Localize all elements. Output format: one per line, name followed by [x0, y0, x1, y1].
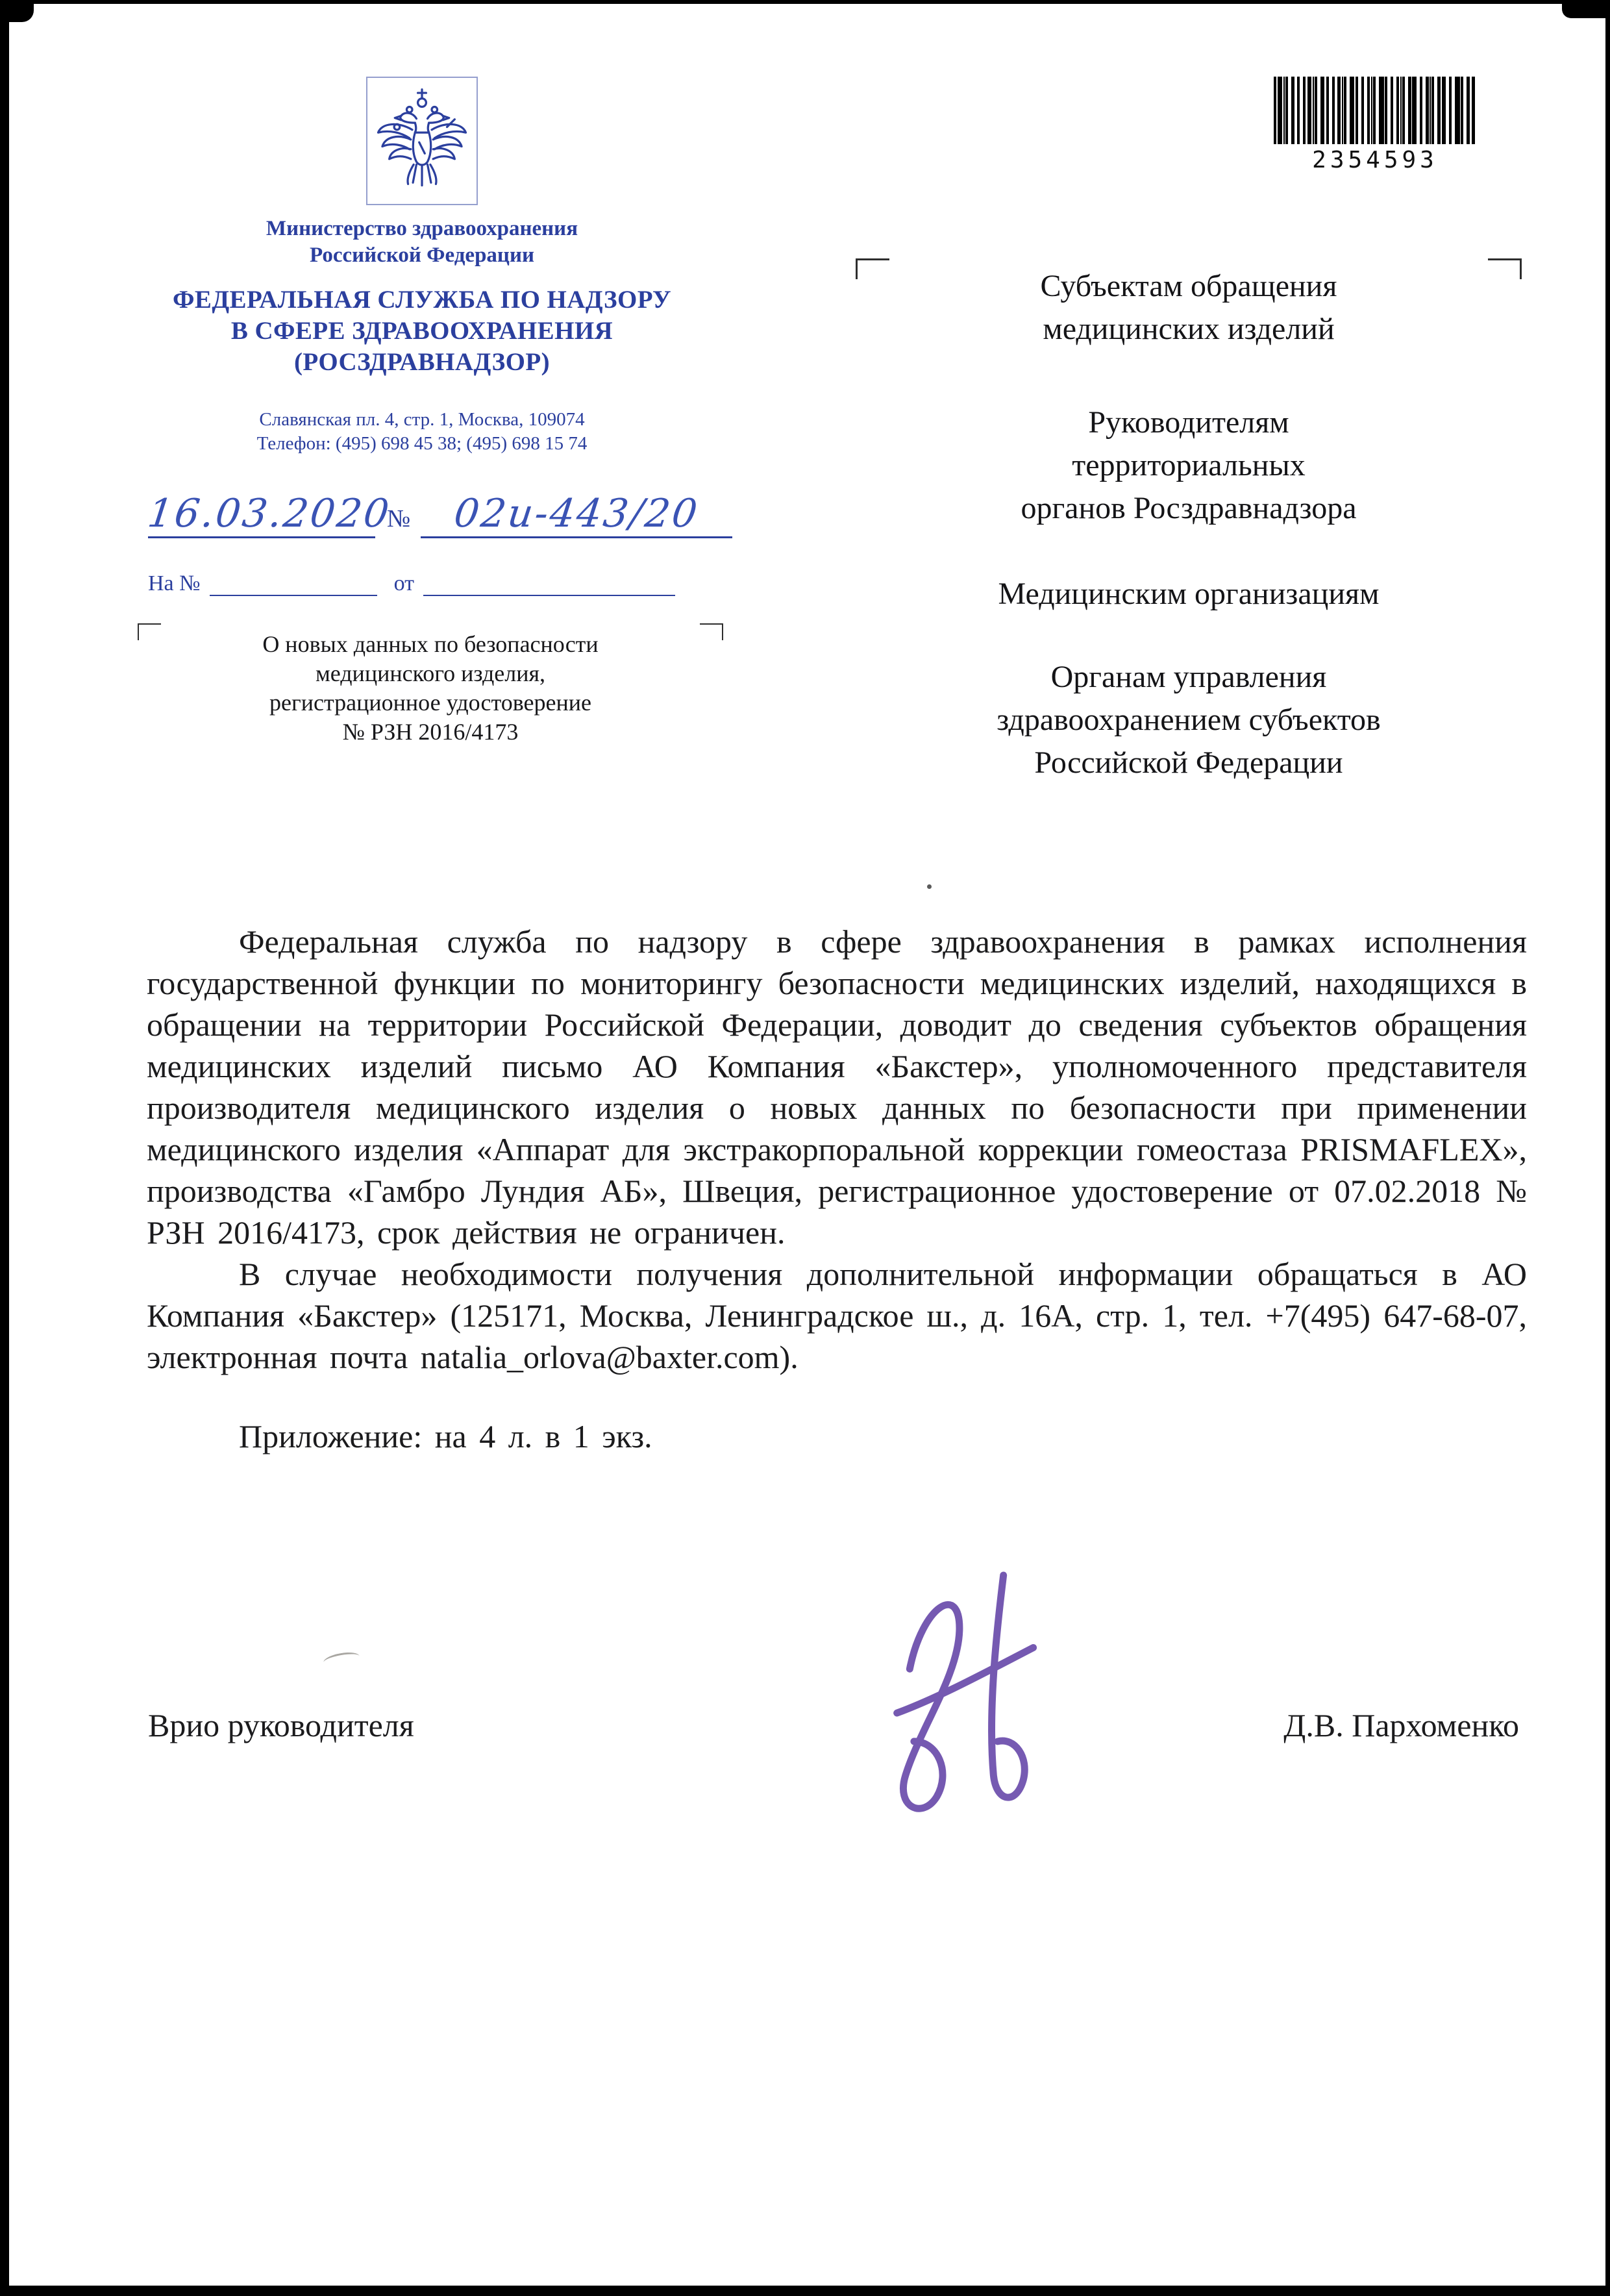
- double-headed-eagle-icon: [373, 85, 471, 197]
- agency-line: (РОСЗДРАВНАДЗОР): [293, 348, 551, 376]
- scan-speck: [927, 884, 932, 889]
- coat-of-arms-emblem: [366, 77, 478, 205]
- addressee-line: территориальных: [1072, 448, 1306, 482]
- agency-address: Славянская пл. 4, стр. 1, Москва, 109074: [259, 409, 585, 430]
- agency-line: В СФЕРЕ ЗДРАВООХРАНЕНИЯ: [230, 317, 613, 345]
- addressee-group: [856, 573, 1522, 616]
- scan-edge-bottom: [0, 2286, 1610, 2296]
- scan-corner-top-right: [1562, 0, 1610, 18]
- addressee-corner-mark-left: [856, 258, 889, 279]
- signer-position: Врио руководителя: [148, 1707, 414, 1743]
- letter-body: [147, 921, 1527, 1457]
- addressee-line: здравоохранением субъектов: [997, 703, 1381, 737]
- pencil-mark: [323, 1650, 360, 1668]
- reply-date-blank: [423, 573, 675, 596]
- handwritten-number: 02и-443/20: [451, 491, 702, 536]
- date-underline: [145, 491, 393, 538]
- body-paragraph-1: Федеральная служба по надзору в сфере здравоохранения в рамках исполнения государственной функции по мониторингу безопасности медицинских изделий, находящихся в обращении на территории Российской Федерации, доводит до сведения субъектов обращения медицинских изделий письмо АО Компания «Бакстер», уполномоченного представителя производителя медицинского изделия о новых данных по безопасности при применении медицинского изделия «Аппарат для экстракорпоральной коррекции гомеостаза PRISMAFLEX», производства «Гамбро Лундия АБ», Швеция, регистрационное удостоверение от 07.02.2018 № РЗН 2016/4173, срок действия не ограничен.: [147, 923, 1527, 1251]
- reply-number-blank: [210, 573, 377, 596]
- addressee-line: Субъектам обращения: [1040, 269, 1337, 303]
- addressee-group: [856, 401, 1522, 530]
- handwritten-date: 16.03.2020: [145, 491, 393, 536]
- ministry-name: [97, 216, 747, 269]
- reply-ref-line: [148, 571, 675, 596]
- reply-ot-label: от: [393, 571, 415, 595]
- scan-edge-right: [1605, 0, 1610, 2296]
- signer-name: Д.В. Пархоменко: [1283, 1707, 1519, 1743]
- number-underline: [421, 492, 732, 538]
- addressee-line: органов Росздравнадзора: [1021, 491, 1357, 525]
- subject-line: № РЗН 2016/4173: [342, 719, 519, 745]
- barcode-block: [1274, 77, 1476, 173]
- handwritten-signature: [854, 1560, 1082, 1849]
- number-sign: №: [387, 505, 411, 532]
- subject-corner-mark-right: [700, 623, 723, 640]
- subject-line: регистрационное удостоверение: [269, 690, 592, 716]
- scan-corner-top-left: [0, 0, 34, 22]
- subject-corner-mark-left: [138, 623, 161, 640]
- addressee-line: Руководителям: [1088, 405, 1289, 440]
- addressee-line: Медицинским организациям: [998, 577, 1380, 611]
- agency-name: [97, 284, 747, 378]
- ministry-line: Российской Федерации: [310, 243, 534, 267]
- ministry-line: Министерство здравоохранения: [266, 217, 578, 240]
- scan-edge-top: [0, 0, 1610, 4]
- scan-edge-left: [0, 0, 9, 2296]
- agency-phone: Телефон: (495) 698 45 38; (495) 698 15 74: [256, 433, 588, 454]
- addressee-block: [856, 258, 1522, 784]
- reply-na-label: На №: [148, 571, 201, 595]
- barcode-icon: [1274, 77, 1476, 144]
- agency-line: ФЕДЕРАЛЬНАЯ СЛУЖБА ПО НАДЗОРУ: [173, 286, 671, 314]
- subject-block: [138, 623, 723, 747]
- addressee-line: Российской Федерации: [1034, 745, 1343, 780]
- addressee-group: [856, 265, 1522, 351]
- barcode-number: 2354593: [1312, 147, 1438, 173]
- addressee-line: медицинских изделий: [1043, 312, 1335, 346]
- addressee-corner-mark-right: [1488, 258, 1522, 279]
- body-paragraph-2: В случае необходимости получения дополнительной информации обращаться в АО Компания «Бакстер» (125171, Москва, Ленинградское ш., д. 16А, стр. 1, тел. +7(495) 647-68-07, электронная почта natalia_orlova@baxter.com).: [147, 1256, 1527, 1375]
- subject-line: медицинского изделия,: [315, 660, 546, 686]
- attachment-line: Приложение: на 4 л. в 1 экз.: [239, 1418, 652, 1454]
- outgoing-ref-line: [145, 491, 758, 538]
- addressee-group: [856, 656, 1522, 784]
- letterhead: [97, 77, 747, 456]
- agency-contacts: [97, 408, 747, 456]
- addressee-line: Органам управления: [1050, 660, 1327, 694]
- subject-line: О новых данных по безопасности: [262, 631, 599, 657]
